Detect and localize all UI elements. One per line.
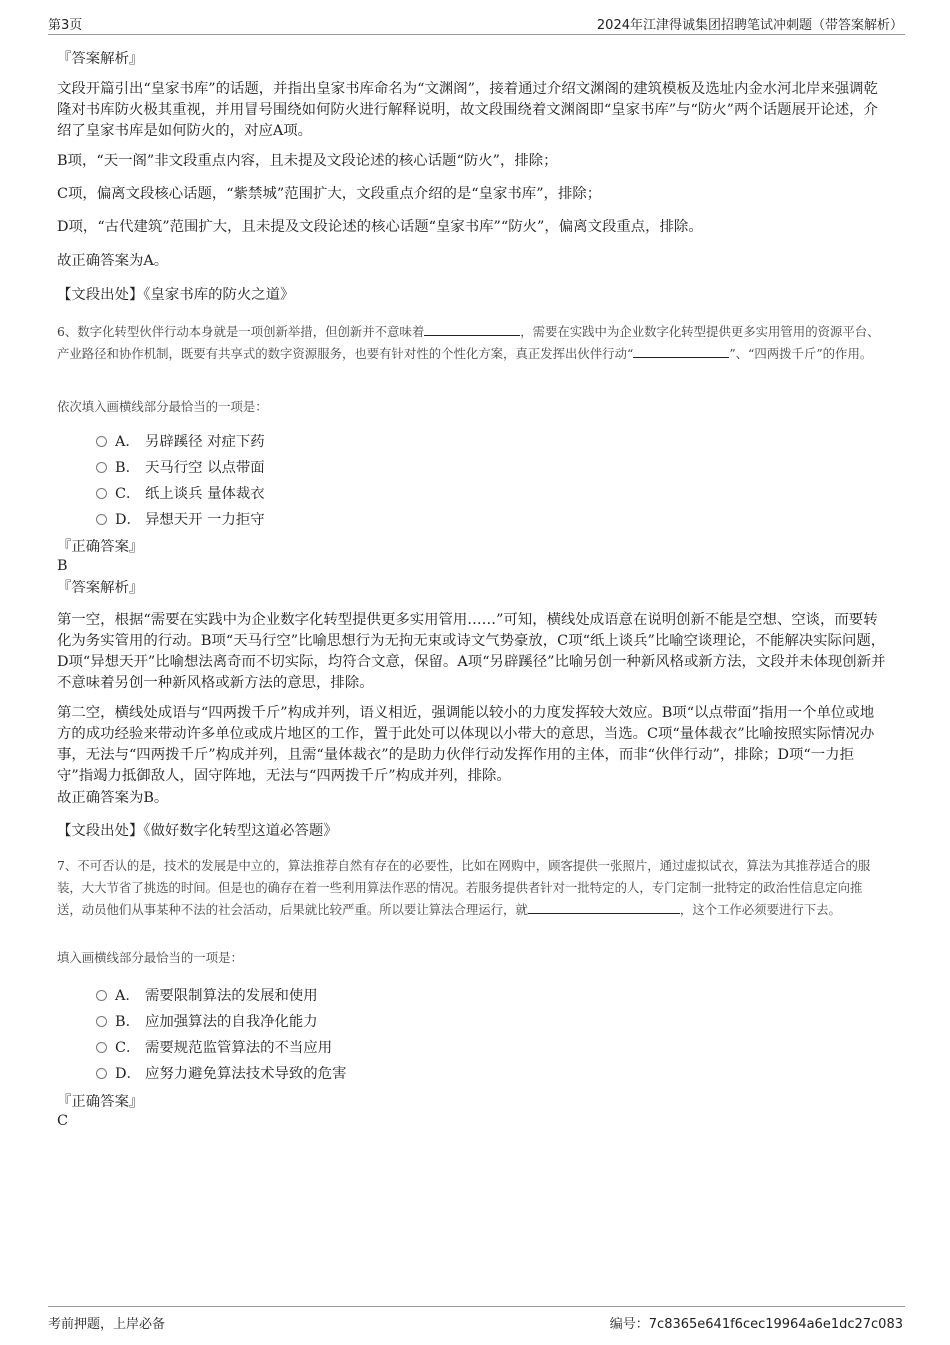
q6-blank-1	[424, 323, 520, 336]
q7-answer: C	[57, 1113, 69, 1129]
option-text: 应努力避免算法技术导致的危害	[145, 1066, 347, 1082]
q5-analysis-paragraph-2: B项，“天一阁”非文段重点内容，且未提及文段论述的核心话题“防火”，排除；	[57, 153, 558, 169]
option-text: 异想天开 一力拒守	[145, 512, 265, 528]
q7-option-b[interactable]	[96, 1012, 318, 1032]
option-text: 应加强算法的自我净化能力	[145, 1014, 318, 1030]
q5-analysis-paragraph-4: D项，“古代建筑”范围扩大，且未提及文段论述的核心话题“皇家书库”“防火”，偏离文段重点，排除。	[57, 219, 703, 235]
q7-prompt: 填入画横线部分最恰当的一项是：	[57, 950, 243, 965]
q7-stem-part-1: 7、不可否认的是，技术的发展是中立的，算法推荐自然有存在的必要性，比如在网购中，顾客提供一张照片，通过虚拟试衣，算法为其推荐适合的服装，大大节省了挑选的时间。但是也的确存在着一些利用算法作恶的情况。若服务提供者针对一批特定的人，专门定制一批特定的政治性信息定向推送，动员他们从事某种不法的社会活动，后果就比较严重。所以要让算法合理运行，就	[57, 858, 871, 917]
q5-analysis-paragraph-3: C项，偏离文段核心话题，“紫禁城”范围扩大，文段重点介绍的是“皇家书库”，排除；	[57, 186, 602, 202]
q6-option-c[interactable]	[96, 484, 265, 504]
footer-slogan: 考前押题，上岸必备	[48, 1317, 166, 1332]
option-letter: D．	[115, 512, 141, 528]
option-text: 需要规范监管算法的不当应用	[145, 1040, 333, 1056]
q6-option-b[interactable]	[96, 458, 265, 478]
q5-source: 【文段出处】《皇家书库的防火之道》	[57, 287, 295, 303]
q7-stem	[57, 855, 887, 921]
option-text: 天马行空 以点带面	[145, 460, 265, 476]
option-text: 需要限制算法的发展和使用	[145, 988, 318, 1004]
document-title: 2024年江津得诚集团招聘笔试冲刺题（带答案解析）	[596, 18, 903, 33]
q6-stem-part-1: 6、数字化转型伙伴行动本身就是一项创新举措，但创新并不意味着	[57, 324, 425, 339]
radio-button-icon[interactable]	[96, 1068, 107, 1079]
option-letter: A．	[115, 988, 140, 1004]
page-number: 第3页	[48, 18, 83, 33]
q7-answer-label: 『正确答案』	[57, 1094, 144, 1110]
q5-analysis-paragraph-1: 文段开篇引出“皇家书库”的话题，并指出皇家书库命名为“文渊阁”，接着通过介绍文渊阁的建筑模板及选址内金水河北岸来强调乾隆对书库防火极其重视，并用冒号围绕如何防火进行解释说明，故文段围绕着文渊阁即“皇家书库”与“防火”两个话题展开论述，介绍了皇家书库是如何防火的，对应A项。	[57, 81, 878, 139]
radio-button-icon[interactable]	[96, 514, 107, 525]
q6-stem	[57, 321, 887, 365]
option-text: 纸上谈兵 量体裁衣	[145, 486, 265, 502]
radio-button-icon[interactable]	[96, 990, 107, 1001]
page-footer	[48, 1306, 905, 1333]
radio-button-icon[interactable]	[96, 488, 107, 499]
q7-option-c[interactable]	[96, 1038, 332, 1058]
q7-option-d[interactable]	[96, 1064, 346, 1084]
q7-blank	[528, 901, 680, 914]
radio-button-icon[interactable]	[96, 436, 107, 447]
q6-answer: B	[57, 558, 68, 574]
q6-analysis-paragraph-1: 第一空，根据“需要在实践中为企业数字化转型提供更多实用管用……”可知，横线处成语意在说明创新不能是空想、空谈，而要转化为务实管用的行动。B项“天马行空”比喻思想行为无拘无束或诗文气势豪放，C项“纸上谈兵”比喻空谈理论，不能解决实际问题，D项“异想天开”比喻想法离奇而不切实际，均符合文意，保留。A项“另辟蹊径”比喻另创一种新风格或新方法，文段并未体现创新并不意味着另创一种新风格或新方法的意思，排除。	[57, 612, 886, 691]
option-letter: C．	[115, 1040, 141, 1056]
radio-button-icon[interactable]	[96, 1016, 107, 1027]
q6-option-d[interactable]	[96, 510, 265, 530]
q7-stem-part-2: ，这个工作必须要进行下去。	[679, 902, 841, 917]
option-letter: C．	[115, 486, 141, 502]
page-header	[48, 14, 905, 35]
option-letter: B．	[115, 460, 140, 476]
q6-option-a[interactable]	[96, 432, 265, 452]
radio-button-icon[interactable]	[96, 462, 107, 473]
document-id: 编号：7c8365e641f6cec19964a6e1dc27c083	[609, 1317, 903, 1332]
q5-analysis-label: 『答案解析』	[57, 51, 144, 67]
q6-stem-part-3: ”、“四两拨千斤”的作用。	[729, 346, 873, 361]
option-letter: A．	[115, 434, 140, 450]
q6-blank-2	[633, 345, 729, 358]
q6-source: 【文段出处】《做好数字化转型这道必答题》	[57, 823, 338, 839]
q6-stem-part-2: ，需要在实践中为企业数字化转型提供更多实用管用的资源平台、产业路径和协作机制，既要有共享式的数字资源服务，也要有针对性的个性化方案，真正发挥出伙伴行动“	[57, 324, 880, 361]
option-letter: D．	[115, 1066, 141, 1082]
q6-analysis-paragraph-2: 第二空，横线处成语与“四两拨千斤”构成并列，语义相近，强调能以较小的力度发挥较大效应。B项“以点带面”指用一个单位或地方的成功经验来带动许多单位或成片地区的工作，置于此处可以体现以小带大的意思，当选。C项“量体裁衣”比喻按照实际情况办事，无法与“四两拨千斤”构成并列，且需“量体裁衣”的是助力伙伴行动发挥作用的主体，而非“伙伴行动”，排除；D项“一力拒守”指竭力抵御敌人，固守阵地，无法与“四两拨千斤”构成并列，排除。	[57, 705, 875, 784]
q6-conclusion: 故正确答案为B。	[57, 790, 169, 806]
q6-prompt: 依次填入画横线部分最恰当的一项是：	[57, 399, 268, 414]
q6-answer-label: 『正确答案』	[57, 539, 144, 555]
q6-analysis-label: 『答案解析』	[57, 580, 144, 596]
q7-option-a[interactable]	[96, 986, 318, 1006]
option-letter: B．	[115, 1014, 140, 1030]
option-text: 另辟蹊径 对症下药	[145, 434, 265, 450]
radio-button-icon[interactable]	[96, 1042, 107, 1053]
q5-conclusion: 故正确答案为A。	[57, 253, 169, 269]
